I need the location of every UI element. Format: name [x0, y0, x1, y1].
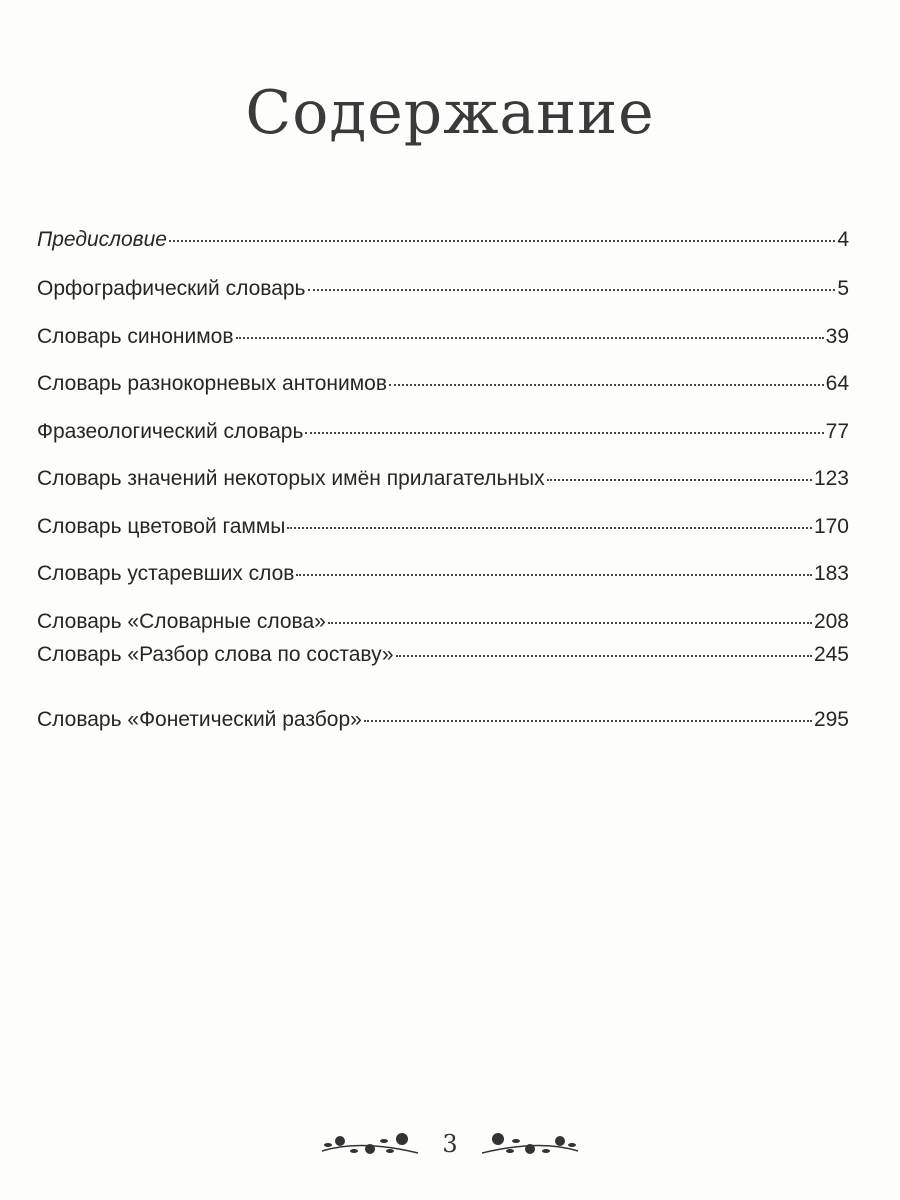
toc-entry[interactable]: [37, 515, 849, 539]
leader-dots: [389, 384, 824, 386]
toc-entry-page: 208: [813, 610, 849, 633]
leader-dots: [547, 479, 812, 481]
toc-entry-page: 64: [825, 372, 849, 395]
leader-dots: [396, 655, 812, 657]
toc-entry-label: Орфографический словарь: [37, 277, 306, 300]
toc-entry[interactable]: [37, 420, 849, 444]
toc-entry-label: Словарь «Фонетический разбор»: [37, 708, 362, 731]
leader-dots: [364, 720, 812, 722]
toc-entry[interactable]: [37, 228, 849, 252]
page-title: Содержание: [245, 78, 655, 148]
toc-entry-page: 77: [825, 420, 849, 443]
toc-entry-label: Фразеологический словарь: [37, 420, 304, 443]
toc-entry-page: 4: [837, 228, 849, 251]
toc-entry[interactable]: [37, 610, 849, 634]
toc-entry-label: Словарь устаревших слов: [37, 562, 295, 585]
toc-entry-label: Предисловие: [37, 228, 167, 251]
toc-entry-label: Словарь синонимов: [37, 325, 234, 348]
page-footer: [0, 1130, 900, 1158]
leader-dots: [236, 337, 824, 339]
toc-entry[interactable]: [37, 708, 849, 732]
toc-entry-label: Словарь «Словарные слова»: [37, 610, 326, 633]
leader-dots: [305, 432, 823, 434]
toc-entry[interactable]: [37, 467, 849, 491]
toc-entry-page: 39: [825, 325, 849, 348]
toc-entry[interactable]: [37, 643, 849, 667]
toc-entry-page: 123: [813, 467, 849, 490]
toc-entry-page: 170: [813, 515, 849, 538]
toc-entry-page: 295: [813, 708, 849, 731]
toc-entry[interactable]: [37, 372, 849, 396]
toc-entry[interactable]: [37, 562, 849, 586]
leader-dots: [308, 289, 836, 291]
toc-entry[interactable]: [37, 277, 849, 301]
leader-dots: [296, 574, 811, 576]
toc-entry-page: 245: [813, 643, 849, 666]
leader-dots: [287, 527, 812, 529]
rose-ornament-icon: [320, 1131, 420, 1157]
toc-entry-label: Словарь значений некоторых имён прилагательных: [37, 467, 545, 490]
toc-entry-label: Словарь цветовой гаммы: [37, 515, 286, 538]
toc-entry-label: Словарь разнокорневых антонимов: [37, 372, 387, 395]
toc-entry-page: 5: [837, 277, 849, 300]
page-number: 3: [442, 1130, 458, 1158]
toc-entry-page: 183: [813, 562, 849, 585]
toc-entry-label: Словарь «Разбор слова по составу»: [37, 643, 394, 666]
leader-dots: [328, 622, 812, 624]
rose-ornament-icon: [480, 1131, 580, 1157]
leader-dots: [169, 240, 835, 242]
toc-entry[interactable]: [37, 325, 849, 349]
